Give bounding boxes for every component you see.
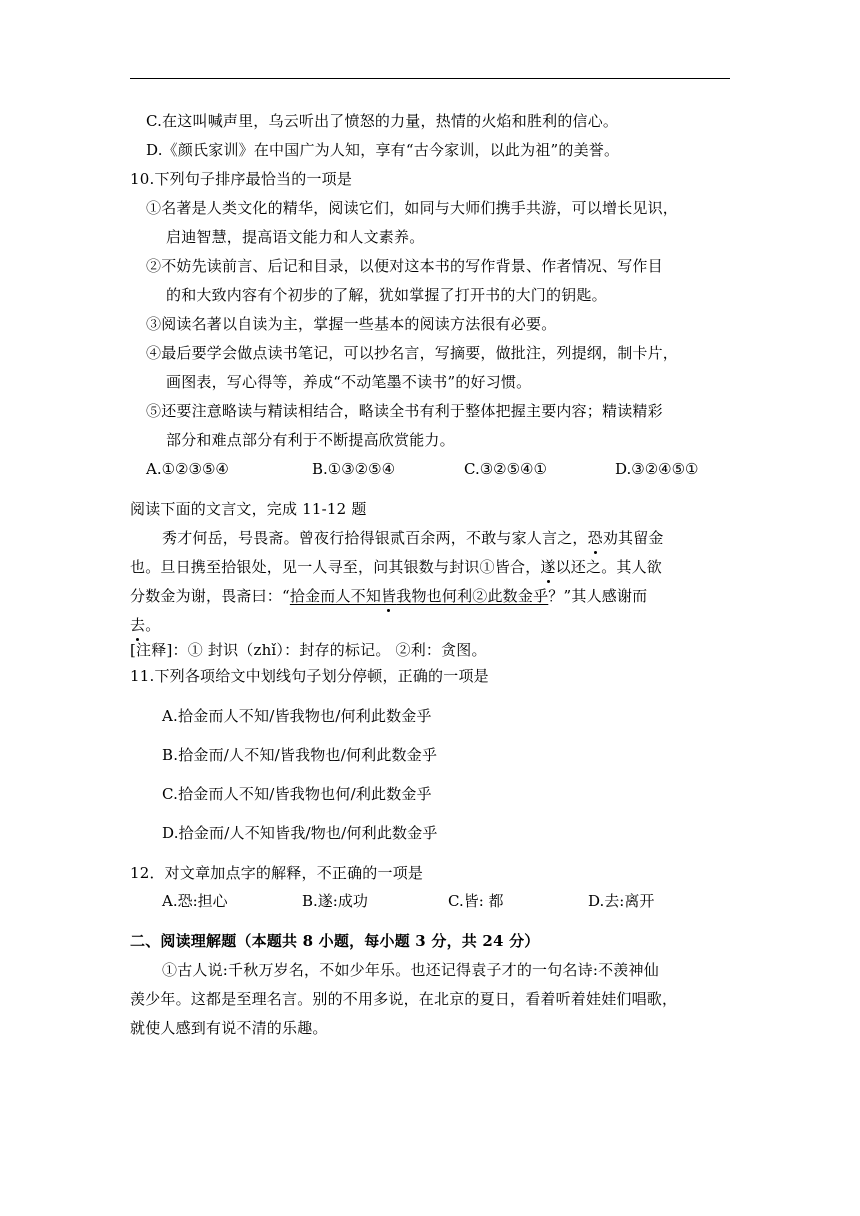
classical-note: [注释]：① 封识（zhǐ）：封存的标记。 ②利：贪图。 (130, 641, 487, 659)
classical-line-3 (130, 589, 647, 604)
q10-item-2-line-1: ②不妨先读前言、后记和目录，以便对这本书的写作背景、作者情况、写作目 (146, 257, 663, 275)
q11-stem: 11.下列各项给文中划线句子划分停顿，正确的一项是 (130, 667, 489, 685)
q10-item-1-line-1: ①名著是人类文化的精华，阅读它们，如同与大师们携手共游，可以增长见识， (146, 199, 679, 217)
classical-text: ？”其人感谢而 (548, 587, 648, 605)
classical-line-4 (130, 618, 160, 633)
dotted-char-sui: 遂 (540, 558, 556, 576)
q11-option-c: C.拾金而人不知/皆我物也何/利此数金乎 (162, 785, 432, 803)
dotted-char-jie: 皆 (381, 587, 397, 605)
underlined-sentence (290, 587, 548, 605)
q9-option-c: C.在这叫喊声里，乌云听出了愤怒的力量，热情的火焰和胜利的信心。 (146, 112, 619, 130)
q12-option-b: B.遂:成功 (302, 892, 368, 910)
q10-option-b: B.①③②⑤④ (312, 460, 396, 478)
dotted-char-kong: 恐 (587, 529, 603, 547)
q10-option-a: A.①②③⑤④ (146, 460, 229, 478)
q10-item-2-line-2: 的和大致内容有个初步的了解，犹如掌握了打开书的大门的钥匙。 (166, 286, 607, 304)
q10-stem: 10.下列句子排序最恰当的一项是 (130, 170, 353, 188)
q11-option-b: B.拾金而/人不知/皆我物也/何利此数金乎 (162, 746, 438, 764)
classical-text: 也。旦日携至拾银处，见一人寻至，问其银数与封识①皆合， (130, 558, 541, 576)
section-2-title: 二、阅读理解题（本题共 8 小题，每小题 3 分，共 24 分） (130, 932, 540, 950)
classical-line-2 (130, 560, 662, 575)
underlined-text: 拾金而人不知 (289, 587, 382, 605)
section-2-line-2: 羡少年。这都是至理名言。别的不用多说，在北京的夏日，看着听着娃娃们唱歌， (130, 990, 678, 1008)
q10-option-c: C.③②⑤④① (464, 460, 547, 478)
q11-option-a: A.拾金而人不知/皆我物也/何利此数金乎 (162, 707, 432, 725)
classical-line-1 (162, 531, 664, 546)
q12-option-a: A.恐:担心 (162, 892, 228, 910)
classical-text: 劝其留金 (602, 529, 664, 547)
classical-text: 秀才何岳，号畏斋。曾夜行拾得银贰百余两，不敢与家人言之， (162, 529, 588, 547)
classical-text: 。 (145, 616, 161, 634)
dotted-char-qu: 去 (130, 616, 146, 634)
q10-item-4-line-2: 画图表，写心得等，养成“不动笔墨不读书”的好习惯。 (166, 373, 532, 391)
section-2-line-3: 就使人感到有说不清的乐趣。 (130, 1019, 328, 1037)
section-2-line-1: ①古人说:千秋万岁名，不如少年乐。也还记得袁子才的一句名诗:不羡神仙 (162, 961, 659, 979)
q12-option-c: C.皆: 都 (448, 892, 504, 910)
q12-option-d: D.去:离开 (588, 892, 655, 910)
q10-option-d: D.③②④⑤① (615, 460, 699, 478)
q10-item-5-line-2: 部分和难点部分有利于不断提高欣赏能力。 (166, 431, 455, 449)
q10-item-3: ③阅读名著以自读为主，掌握一些基本的阅读方法很有必要。 (146, 315, 557, 333)
classical-text: 以还之。其人欲 (555, 558, 663, 576)
q11-option-d: D.拾金而/人不知皆我/物也/何利此数金乎 (162, 824, 438, 842)
classical-text: 分数金为谢，畏斋曰：“ (130, 587, 290, 605)
q10-item-1-line-2: 启迪智慧，提高语文能力和人文素养。 (166, 228, 425, 246)
q9-option-d: D.《颜氏家训》在中国广为人知，享有“古今家训，以此为祖”的美誉。 (146, 141, 620, 159)
header-rule (130, 78, 730, 79)
classical-intro: 阅读下面的文言文，完成 11-12 题 (130, 500, 367, 518)
underlined-text: 我物也何利②此数金乎 (396, 587, 549, 605)
q12-stem: 12．对文章加点字的解释，不正确的一项是 (130, 864, 424, 882)
q10-item-4-line-1: ④最后要学会做点读书笔记，可以抄名言，写摘要，做批注，列提纲，制卡片， (146, 344, 679, 362)
q10-item-5-line-1: ⑤还要注意略读与精读相结合，略读全书有利于整体把握主要内容；精读精彩 (146, 402, 663, 420)
